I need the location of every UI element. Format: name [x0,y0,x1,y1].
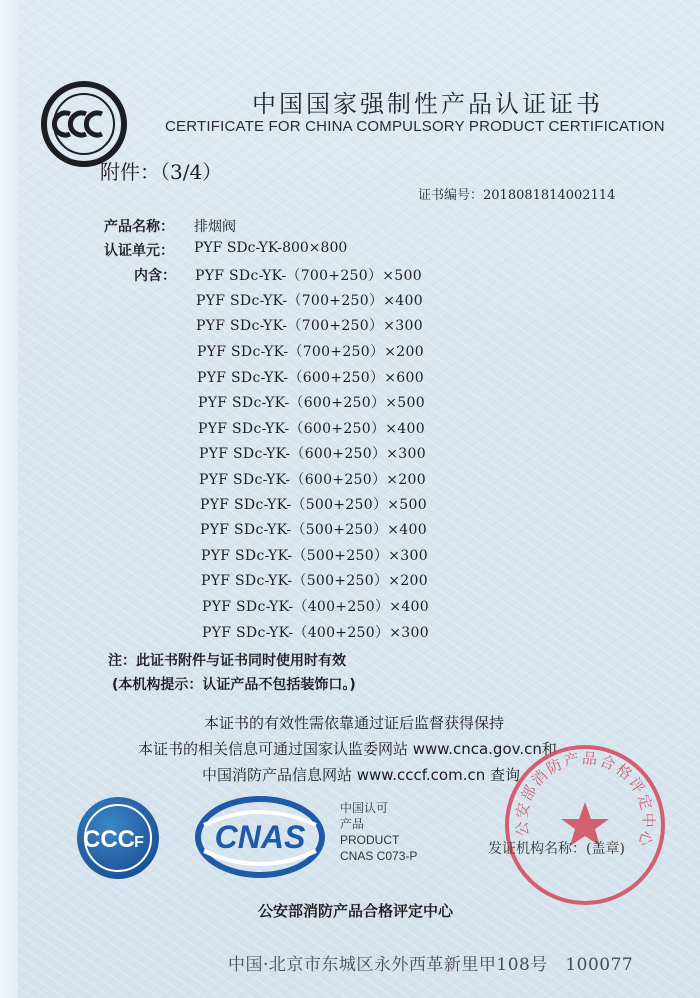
ccc-f-text: CCC [83,826,135,853]
list-item: PYF SDc-YK-（600+250）×400 [198,421,425,437]
seal-ring-text: 公安部消防产品合格评定中心 [512,749,658,851]
attachment-number: 附件：（3/4） [100,160,223,184]
issuing-organization: 公安部消防产品合格评定中心 [258,902,454,920]
validity-line-1: 本证书的有效性需依靠通过证后监督获得保持 [204,714,505,732]
ccc-f-letter: F [134,834,144,851]
list-item: PYF SDc-YK-（500+250）×200 [201,573,428,589]
title-en: CERTIFICATE FOR CHINA COMPULSORY PRODUCT CERTIFICATION [165,118,665,135]
cnas-caption [340,800,417,864]
cert-unit-label: 认证单元： [104,243,174,259]
list-item: PYF SDc-YK-（500+250）×400 [200,522,427,538]
official-seal-icon [500,740,670,910]
validity-line-2: 本证书的相关信息可通过国家认监委网站 www.cnca.gov.cn和 [138,740,557,758]
cert-no-value: 2018081814002114 [483,188,616,203]
cnas-logo-icon [190,793,330,881]
address: 中国·北京市东城区永外西革新里甲108号 100077 [228,955,634,975]
list-item: PYF SDc-YK-（700+250）×200 [197,344,424,360]
scan-edge [0,0,18,998]
product-name: 排烟阀 [194,219,236,235]
ccc-logo-icon [40,80,128,168]
note-tip: (本机构提示：认证产品不包括装饰口。) [112,677,356,693]
list-item: PYF SDc-YK-（600+250）×200 [199,472,426,488]
list-item: PYF SDc-YK-（700+250）×500 [195,268,422,284]
cnas-caption-line: 中国认可 [340,801,389,815]
list-item: PYF SDc-YK-（700+250）×300 [196,318,423,334]
cnas-caption-line: 产品 [340,817,365,831]
cnas-text: CNAS [214,819,306,855]
validity-line-3: 中国消防产品信息网站 www.cccf.com.cn 查询 [202,766,520,784]
list-item: PYF SDc-YK-（400+250）×300 [202,625,429,641]
cert-no-label: 证书编号： [418,188,484,203]
cert-unit: PYF SDc-YK-800×800 [194,240,348,256]
contains-label: 内含： [134,268,176,284]
list-item: PYF SDc-YK-（700+250）×400 [196,293,423,309]
list-item: PYF SDc-YK-（600+250）×300 [199,446,426,462]
title-cn: 中国国家强制性产品认证证书 [252,90,603,118]
certificate-number [418,184,615,203]
ccc-f-logo-icon [75,795,161,881]
product-name-label: 产品名称： [104,219,174,235]
list-item: PYF SDc-YK-（500+250）×300 [201,548,428,564]
issuer-label: 发证机构名称：(盖章) [488,841,625,857]
cnas-caption-line: CNAS C073-P [340,849,418,863]
list-item: PYF SDc-YK-（600+250）×600 [197,370,424,386]
cnas-caption-line: PRODUCT [340,833,400,847]
note-validity: 注：此证书附件与证书同时使用时有效 [108,653,346,669]
list-item: PYF SDc-YK-（400+250）×400 [202,599,429,615]
list-item: PYF SDc-YK-（500+250）×500 [200,497,427,513]
list-item: PYF SDc-YK-（600+250）×500 [198,395,425,411]
